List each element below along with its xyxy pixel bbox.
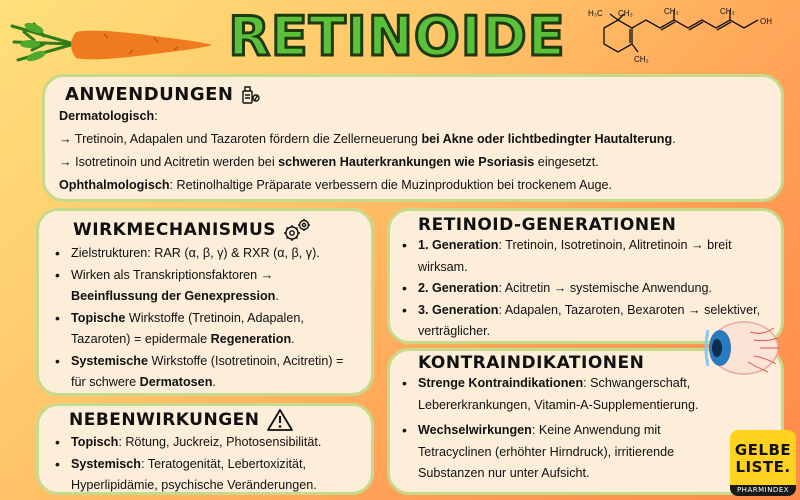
wirkmechanismus-item-4-bold-1: Systemische xyxy=(71,353,149,368)
generationen-item-1-bold: 1. Generation xyxy=(418,238,499,252)
anwendungen-line-1 xyxy=(59,128,767,151)
anwendungen-dermatologisch: Dermatologisch: xyxy=(59,109,158,123)
dermatologisch-label: Dermatologisch xyxy=(59,109,155,123)
molecule-label-ch3-c: CH₃ xyxy=(720,7,735,16)
gears-icon xyxy=(282,217,312,243)
nebenwirkungen-item-1-bold: Topisch xyxy=(71,435,119,449)
molecule-label-ch3-d: CH₃ xyxy=(634,55,649,64)
kontraindikationen-heading xyxy=(418,353,711,373)
wirkmechanismus-heading xyxy=(73,217,361,243)
gelbe-liste-logo xyxy=(730,430,796,496)
nebenwirkungen-item-2 xyxy=(49,454,361,497)
kontraindikationen-item-2-bold: Wechselwirkungen xyxy=(418,423,532,437)
pharmacy-icon xyxy=(239,83,261,105)
nebenwirkungen-item-1 xyxy=(49,432,361,454)
anwendungen-line-2-post: eingesetzt. xyxy=(534,155,599,169)
kontraindikationen-item-1 xyxy=(396,373,711,416)
wirkmechanismus-item-2-pre: Wirken als Transkriptionsfaktoren → xyxy=(71,267,274,282)
wirkmechanismus-item-4-post: . xyxy=(212,375,216,389)
nebenwirkungen-item-1-text: : Rötung, Juckreiz, Photosensibilität. xyxy=(118,435,322,449)
nebenwirkungen-item-2-text: : Teratogenität, Lebertoxizität, Hyperlipidämie, psychische Veränderungen. xyxy=(71,456,317,492)
wirkmechanismus-item-1 xyxy=(49,243,361,265)
wirkmechanismus-item-3-bold-2: Regeneration xyxy=(210,332,292,346)
wirkmechanismus-heading-text: WIRKMECHANISMUS xyxy=(73,220,276,240)
wirkmechanismus-item-1-text: Zielstrukturen: RAR (α, β, γ) & RXR (α, β, γ). xyxy=(71,246,320,260)
wirkmechanismus-item-3 xyxy=(49,308,361,351)
logo-line-3: PHARMINDEX xyxy=(730,485,796,496)
anwendungen-line-1-pre: → Tretinoin, Adapalen und Tazaroten fördern die Zellerneuerung xyxy=(59,132,422,146)
retinol-molecule-diagram xyxy=(584,6,790,72)
molecule-label-oh: OH xyxy=(760,17,772,26)
anwendungen-line-2-bold: schweren Hauterkrankungen wie Psoriasis xyxy=(278,155,535,169)
anwendungen-line-2 xyxy=(59,151,767,174)
warning-icon xyxy=(266,408,294,432)
wirkmechanismus-item-3-post: . xyxy=(291,332,295,346)
kontraindikationen-item-2 xyxy=(396,420,711,485)
generationen-item-2-text: : Acitretin → systemische Anwendung. xyxy=(498,281,712,295)
nebenwirkungen-heading-text: NEBENWIRKUNGEN xyxy=(69,410,260,430)
anwendungen-line-2-pre: → Isotretinoin und Acitretin werden bei xyxy=(59,155,279,169)
anwendungen-line-1-bold: bei Akne oder lichtbedingter Hautalterung xyxy=(421,132,673,146)
generationen-item-3-bold: 3. Generation xyxy=(418,302,499,317)
ophthalmologisch-label: Ophthalmologisch xyxy=(59,178,170,192)
molecule-label-ch3-a: CH₃ xyxy=(618,9,633,18)
wirkmechanismus-item-3-mid: Wirkstoffe (Tretinoin, Adapalen, Tazaroten) = epidermale xyxy=(71,310,304,346)
wirkmechanismus-item-4-mid: Wirkstoffe (Isotretinoin, Acitretin) = für schwere xyxy=(71,353,344,389)
generationen-item-1-text: : Tretinoin, Isotretinoin, Alitretinoin → breit wirksam. xyxy=(418,238,732,274)
generationen-heading xyxy=(418,215,769,235)
kontraindikationen-item-1-text: : Schwangerschaft, Lebererkrankungen, Vitamin-A-Supplementierung. xyxy=(418,376,699,412)
ophthalmologisch-text: : Retinolhaltige Präparate verbessern die Muzinproduktion bei trockenem Auge. xyxy=(169,178,612,192)
kontraindikationen-item-2-text: : Keine Anwendung mit Tetracyclinen (erhöhter Hirndruck), irritierende Substanzen nur unter Aufsicht. xyxy=(418,423,675,480)
nebenwirkungen-heading xyxy=(69,408,361,432)
anwendungen-ophthalmologisch xyxy=(59,174,767,197)
generationen-item-3-text: : Adapalen, Tazaroten, Bexaroten → selektiver, verträglicher. xyxy=(418,302,761,338)
anwendungen-line-1-post: . xyxy=(672,132,676,146)
wirkmechanismus-item-4 xyxy=(49,351,361,394)
page-title: RETINOIDE xyxy=(228,5,566,68)
logo-line-2: LISTE. xyxy=(735,458,791,476)
wirkmechanismus-item-4-bold-2: Dermatosen xyxy=(139,375,213,389)
carrot-illustration xyxy=(4,14,214,74)
logo-line-1: GELBE xyxy=(734,441,792,459)
eye-illustration xyxy=(700,318,784,378)
panel-wirkmechanismus xyxy=(36,208,374,396)
kontraindikationen-heading-text: KONTRAINDIKATIONEN xyxy=(418,353,645,373)
anwendungen-heading xyxy=(65,83,767,105)
panel-anwendungen xyxy=(42,74,784,202)
molecule-label-h3c: H₃C xyxy=(588,9,603,18)
kontraindikationen-item-1-bold: Strenge Kontraindikationen xyxy=(418,376,584,390)
molecule-label-ch3-b: CH₃ xyxy=(664,7,679,16)
panel-nebenwirkungen xyxy=(36,403,374,495)
wirkmechanismus-item-2-bold: Beeinflussung der Genexpression xyxy=(71,289,276,303)
generationen-heading-text: RETINOID-GENERATIONEN xyxy=(418,215,677,235)
generationen-item-2 xyxy=(396,278,769,300)
anwendungen-heading-text: ANWENDUNGEN xyxy=(65,83,234,105)
wirkmechanismus-item-2-post: . xyxy=(275,289,279,303)
generationen-item-1 xyxy=(396,235,769,278)
generationen-item-2-bold: 2. Generation xyxy=(418,281,499,295)
wirkmechanismus-item-3-bold-1: Topische xyxy=(71,310,126,325)
nebenwirkungen-item-2-bold: Systemisch xyxy=(71,456,142,471)
wirkmechanismus-item-2 xyxy=(49,265,361,308)
